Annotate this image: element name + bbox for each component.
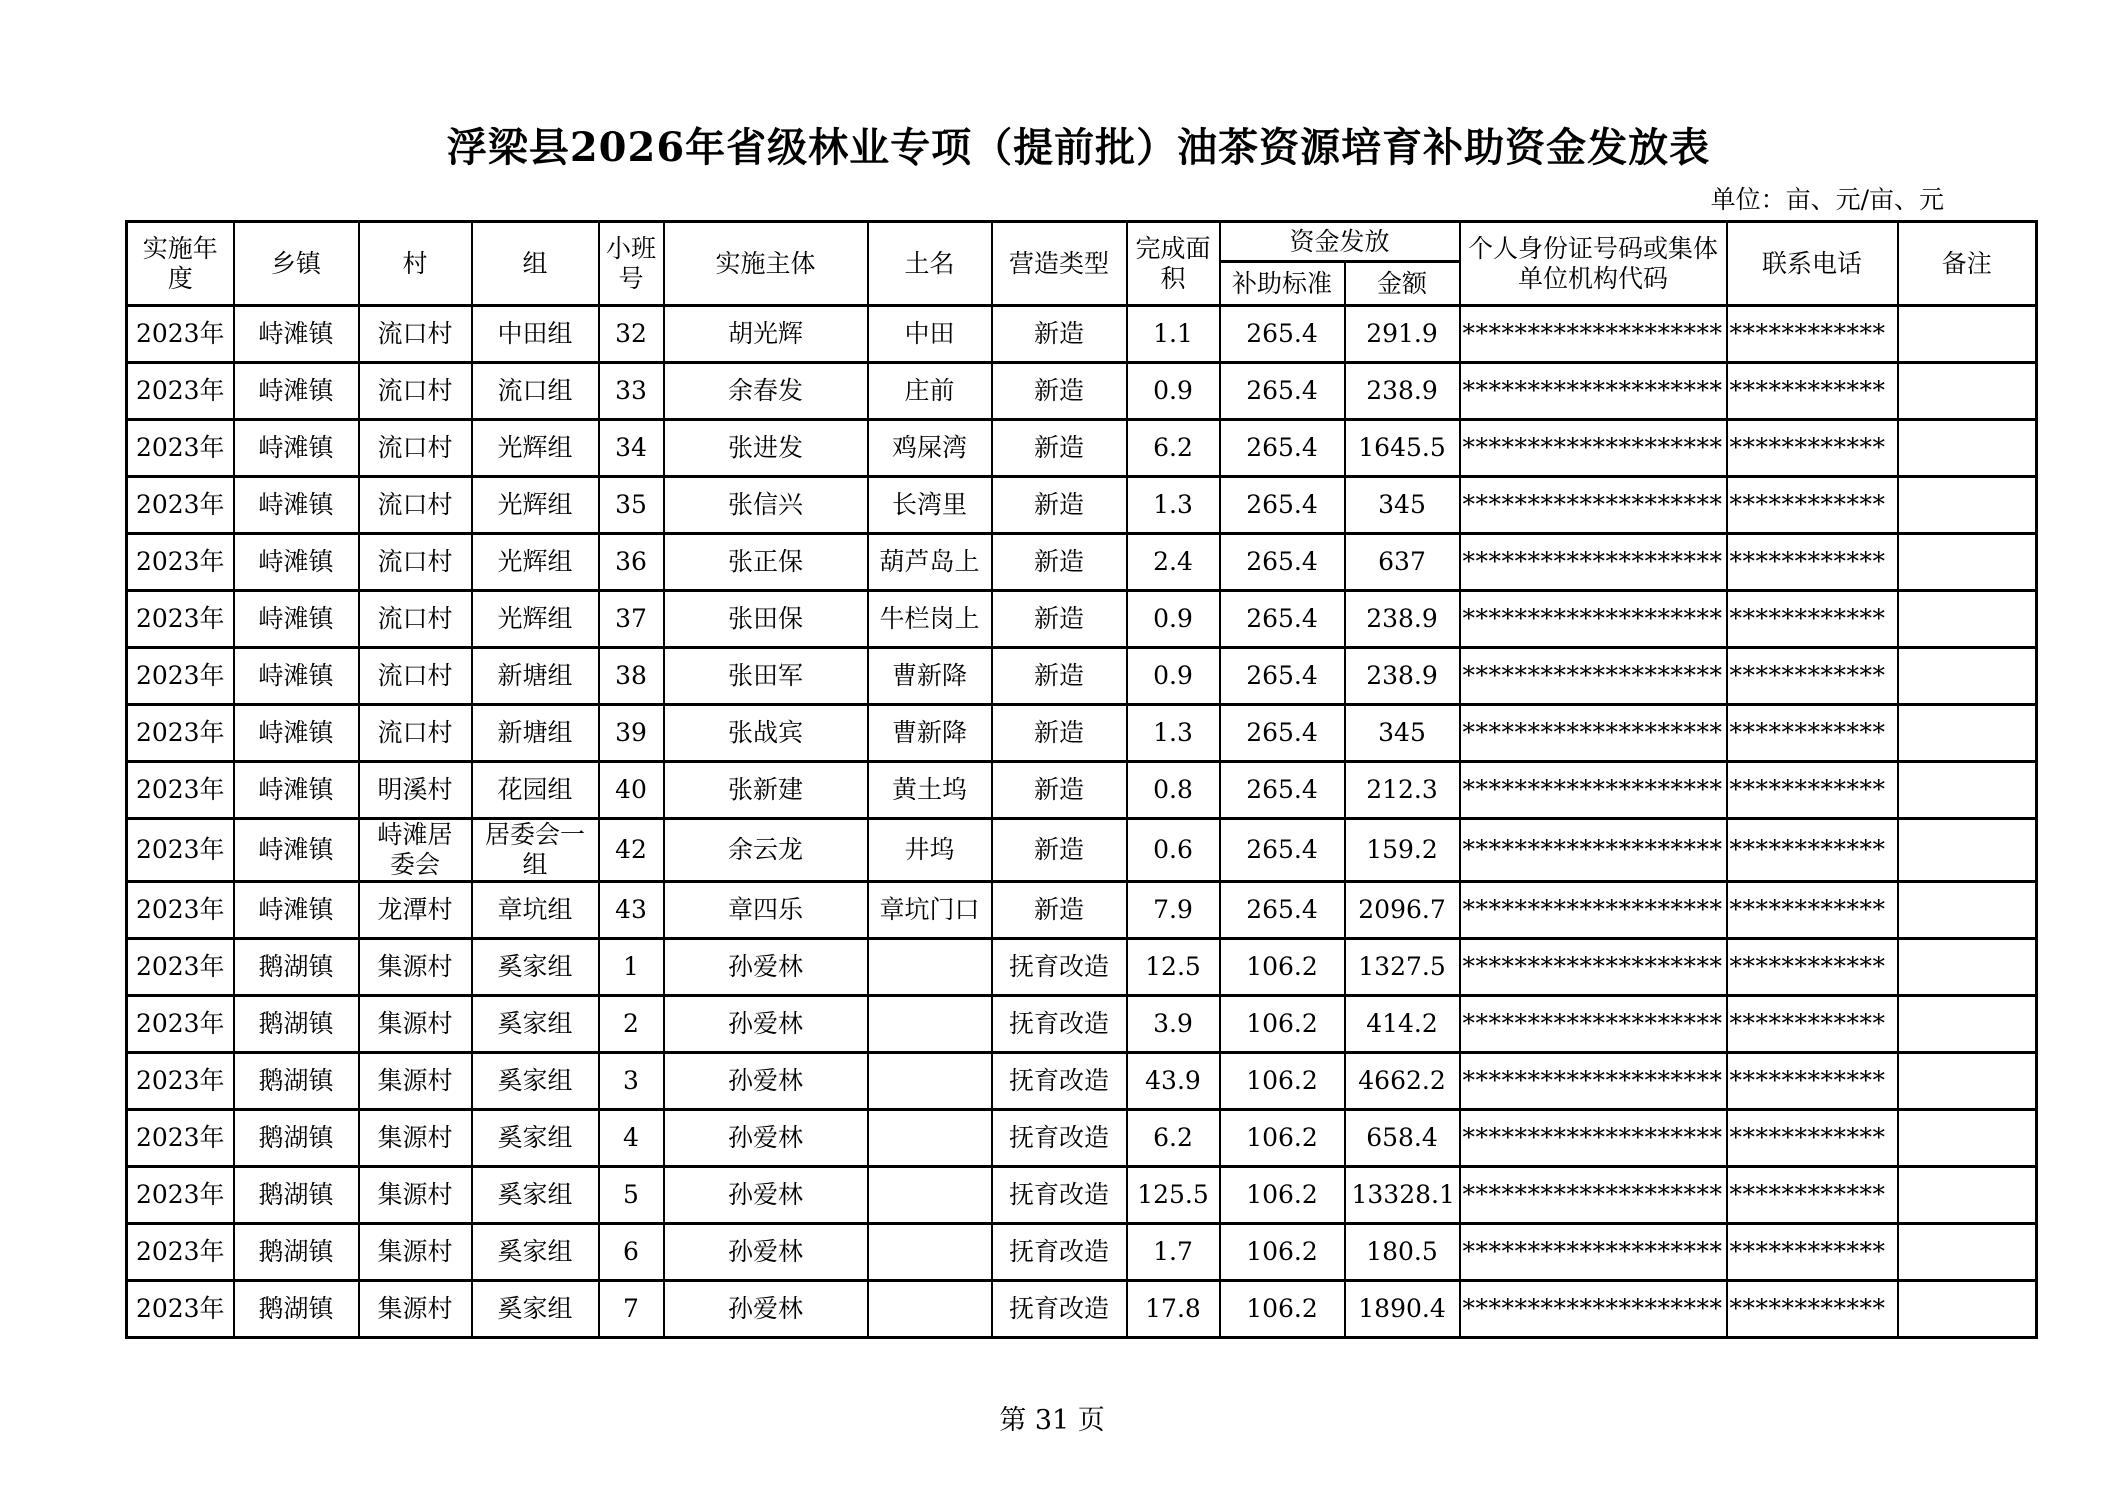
cell-area: 2.4 [1127, 534, 1220, 591]
cell-town: 峙滩镇 [234, 648, 359, 705]
cell-build-type: 抚育改造 [992, 939, 1127, 996]
cell-amount: 345 [1345, 705, 1460, 762]
cell-year: 2023年 [127, 363, 234, 420]
cell-id-code-masked: ******************** [1460, 1281, 1727, 1338]
cell-area: 0.9 [1127, 648, 1220, 705]
cell-land-name [868, 1167, 992, 1224]
cell-id-code-masked: ******************** [1460, 996, 1727, 1053]
header-phone: 联系电话 [1727, 222, 1898, 306]
cell-id-code-masked: ******************** [1460, 1224, 1727, 1281]
cell-town: 峙滩镇 [234, 705, 359, 762]
cell-build-type: 抚育改造 [992, 1110, 1127, 1167]
cell-village: 集源村 [359, 1224, 472, 1281]
cell-standard: 265.4 [1220, 705, 1345, 762]
cell-year: 2023年 [127, 1167, 234, 1224]
cell-phone-masked: ************ [1727, 306, 1898, 363]
cell-year: 2023年 [127, 591, 234, 648]
cell-village: 集源村 [359, 996, 472, 1053]
cell-group: 奚家组 [472, 939, 599, 996]
table-header [127, 222, 2037, 306]
cell-amount: 4662.2 [1345, 1053, 1460, 1110]
page-title: 浮梁县2026年省级林业专项（提前批）油茶资源培育补助资金发放表 [446, 124, 1711, 171]
cell-town: 鹅湖镇 [234, 1167, 359, 1224]
cell-group: 奚家组 [472, 1110, 599, 1167]
subsidy-table [125, 220, 2038, 1339]
cell-class-no: 37 [599, 591, 664, 648]
cell-phone-masked: ************ [1727, 882, 1898, 939]
cell-town: 峙滩镇 [234, 363, 359, 420]
cell-amount: 637 [1345, 534, 1460, 591]
cell-remark [1898, 477, 2037, 534]
cell-village: 集源村 [359, 1167, 472, 1224]
cell-standard: 265.4 [1220, 363, 1345, 420]
cell-amount: 238.9 [1345, 591, 1460, 648]
cell-phone-masked: ************ [1727, 1224, 1898, 1281]
cell-standard: 265.4 [1220, 477, 1345, 534]
cell-class-no: 32 [599, 306, 664, 363]
table-row [127, 420, 2037, 477]
cell-id-code-masked: ******************** [1460, 939, 1727, 996]
cell-year: 2023年 [127, 534, 234, 591]
header-id-code: 个人身份证号码或集体单位机构代码 [1460, 222, 1727, 306]
cell-build-type: 抚育改造 [992, 1167, 1127, 1224]
cell-standard: 265.4 [1220, 534, 1345, 591]
cell-id-code-masked: ******************** [1460, 705, 1727, 762]
cell-id-code-masked: ******************** [1460, 420, 1727, 477]
header-funds-group: 资金发放 [1220, 222, 1460, 262]
cell-town: 峙滩镇 [234, 762, 359, 819]
cell-amount: 238.9 [1345, 648, 1460, 705]
cell-id-code-masked: ******************** [1460, 363, 1727, 420]
header-town: 乡镇 [234, 222, 359, 306]
cell-build-type: 新造 [992, 705, 1127, 762]
cell-amount: 345 [1345, 477, 1460, 534]
document-content [125, 0, 2032, 1339]
cell-year: 2023年 [127, 1224, 234, 1281]
cell-build-type: 抚育改造 [992, 1281, 1127, 1338]
cell-village: 集源村 [359, 939, 472, 996]
cell-class-no: 35 [599, 477, 664, 534]
header-group: 组 [472, 222, 599, 306]
cell-area: 1.3 [1127, 705, 1220, 762]
cell-land-name: 曹新降 [868, 648, 992, 705]
header-class-no: 小班号 [599, 222, 664, 306]
table-row [127, 534, 2037, 591]
cell-village: 流口村 [359, 306, 472, 363]
cell-class-no: 7 [599, 1281, 664, 1338]
header-land-name: 土名 [868, 222, 992, 306]
cell-standard: 106.2 [1220, 1281, 1345, 1338]
cell-village: 明溪村 [359, 762, 472, 819]
cell-phone-masked: ************ [1727, 534, 1898, 591]
cell-area: 125.5 [1127, 1167, 1220, 1224]
cell-standard: 106.2 [1220, 996, 1345, 1053]
cell-land-name: 葫芦岛上 [868, 534, 992, 591]
cell-remark [1898, 648, 2037, 705]
table-row [127, 1224, 2037, 1281]
cell-entity: 张进发 [664, 420, 868, 477]
cell-remark [1898, 996, 2037, 1053]
cell-land-name [868, 1110, 992, 1167]
cell-village: 流口村 [359, 648, 472, 705]
table-row [127, 996, 2037, 1053]
cell-land-name: 章坑门口 [868, 882, 992, 939]
cell-remark [1898, 591, 2037, 648]
cell-entity: 余春发 [664, 363, 868, 420]
cell-town: 峙滩镇 [234, 534, 359, 591]
cell-build-type: 新造 [992, 882, 1127, 939]
table-row [127, 477, 2037, 534]
cell-entity: 孙爱林 [664, 996, 868, 1053]
cell-town: 峙滩镇 [234, 591, 359, 648]
cell-standard: 106.2 [1220, 939, 1345, 996]
cell-year: 2023年 [127, 648, 234, 705]
cell-standard: 106.2 [1220, 1053, 1345, 1110]
cell-land-name [868, 1053, 992, 1110]
cell-village: 集源村 [359, 1053, 472, 1110]
cell-town: 峙滩镇 [234, 420, 359, 477]
cell-town: 鹅湖镇 [234, 1224, 359, 1281]
cell-remark [1898, 1110, 2037, 1167]
cell-standard: 106.2 [1220, 1167, 1345, 1224]
cell-amount: 13328.1 [1345, 1167, 1460, 1224]
cell-entity: 孙爱林 [664, 1110, 868, 1167]
cell-build-type: 新造 [992, 477, 1127, 534]
cell-entity: 章四乐 [664, 882, 868, 939]
cell-land-name: 曹新降 [868, 705, 992, 762]
cell-land-name: 中田 [868, 306, 992, 363]
cell-year: 2023年 [127, 882, 234, 939]
cell-year: 2023年 [127, 1053, 234, 1110]
cell-village: 流口村 [359, 534, 472, 591]
cell-remark [1898, 939, 2037, 996]
cell-id-code-masked: ******************** [1460, 648, 1727, 705]
cell-remark [1898, 1053, 2037, 1110]
cell-remark [1898, 1167, 2037, 1224]
cell-entity: 孙爱林 [664, 1281, 868, 1338]
cell-amount: 180.5 [1345, 1224, 1460, 1281]
cell-id-code-masked: ******************** [1460, 477, 1727, 534]
cell-class-no: 6 [599, 1224, 664, 1281]
cell-entity: 张新建 [664, 762, 868, 819]
header-year: 实施年度 [127, 222, 234, 306]
cell-remark [1898, 762, 2037, 819]
cell-amount: 658.4 [1345, 1110, 1460, 1167]
cell-standard: 265.4 [1220, 819, 1345, 882]
cell-id-code-masked: ******************** [1460, 1167, 1727, 1224]
cell-land-name [868, 996, 992, 1053]
cell-village: 龙潭村 [359, 882, 472, 939]
cell-class-no: 1 [599, 939, 664, 996]
cell-phone-masked: ************ [1727, 819, 1898, 882]
cell-class-no: 38 [599, 648, 664, 705]
cell-entity: 孙爱林 [664, 1053, 868, 1110]
cell-entity: 孙爱林 [664, 1224, 868, 1281]
header-build-type: 营造类型 [992, 222, 1127, 306]
cell-id-code-masked: ******************** [1460, 882, 1727, 939]
cell-land-name: 井坞 [868, 819, 992, 882]
cell-entity: 孙爱林 [664, 939, 868, 996]
cell-phone-masked: ************ [1727, 648, 1898, 705]
cell-build-type: 新造 [992, 363, 1127, 420]
cell-remark [1898, 306, 2037, 363]
cell-class-no: 4 [599, 1110, 664, 1167]
cell-class-no: 2 [599, 996, 664, 1053]
cell-year: 2023年 [127, 420, 234, 477]
header-area: 完成面积 [1127, 222, 1220, 306]
cell-area: 0.9 [1127, 591, 1220, 648]
cell-area: 0.8 [1127, 762, 1220, 819]
cell-village: 流口村 [359, 420, 472, 477]
cell-class-no: 40 [599, 762, 664, 819]
cell-amount: 414.2 [1345, 996, 1460, 1053]
cell-amount: 1890.4 [1345, 1281, 1460, 1338]
cell-year: 2023年 [127, 762, 234, 819]
cell-group: 奚家组 [472, 1281, 599, 1338]
cell-land-name: 鸡屎湾 [868, 420, 992, 477]
cell-area: 7.9 [1127, 882, 1220, 939]
cell-area: 12.5 [1127, 939, 1220, 996]
cell-phone-masked: ************ [1727, 1281, 1898, 1338]
cell-area: 0.9 [1127, 363, 1220, 420]
cell-build-type: 新造 [992, 819, 1127, 882]
cell-class-no: 33 [599, 363, 664, 420]
cell-year: 2023年 [127, 819, 234, 882]
header-standard: 补助标准 [1220, 262, 1345, 306]
cell-group: 光辉组 [472, 420, 599, 477]
cell-id-code-masked: ******************** [1460, 534, 1727, 591]
cell-phone-masked: ************ [1727, 996, 1898, 1053]
cell-village: 流口村 [359, 591, 472, 648]
cell-build-type: 抚育改造 [992, 996, 1127, 1053]
table-row [127, 1110, 2037, 1167]
cell-entity: 胡光辉 [664, 306, 868, 363]
table-row [127, 882, 2037, 939]
cell-remark [1898, 534, 2037, 591]
header-amount: 金额 [1345, 262, 1460, 306]
cell-id-code-masked: ******************** [1460, 819, 1727, 882]
table-row [127, 705, 2037, 762]
cell-class-no: 43 [599, 882, 664, 939]
cell-phone-masked: ************ [1727, 1167, 1898, 1224]
cell-village: 集源村 [359, 1110, 472, 1167]
cell-amount: 1327.5 [1345, 939, 1460, 996]
cell-build-type: 新造 [992, 534, 1127, 591]
cell-group: 章坑组 [472, 882, 599, 939]
cell-phone-masked: ************ [1727, 1053, 1898, 1110]
cell-village: 流口村 [359, 705, 472, 762]
cell-year: 2023年 [127, 477, 234, 534]
cell-town: 鹅湖镇 [234, 1053, 359, 1110]
cell-id-code-masked: ******************** [1460, 306, 1727, 363]
cell-entity: 余云龙 [664, 819, 868, 882]
cell-town: 鹅湖镇 [234, 1110, 359, 1167]
cell-year: 2023年 [127, 996, 234, 1053]
cell-entity: 孙爱林 [664, 1167, 868, 1224]
cell-build-type: 新造 [992, 420, 1127, 477]
cell-area: 6.2 [1127, 420, 1220, 477]
cell-village: 流口村 [359, 363, 472, 420]
cell-phone-masked: ************ [1727, 1110, 1898, 1167]
header-entity: 实施主体 [664, 222, 868, 306]
table-row [127, 819, 2037, 882]
cell-standard: 106.2 [1220, 1110, 1345, 1167]
cell-year: 2023年 [127, 939, 234, 996]
cell-land-name: 牛栏岗上 [868, 591, 992, 648]
cell-remark [1898, 882, 2037, 939]
cell-standard: 265.4 [1220, 591, 1345, 648]
cell-group: 光辉组 [472, 591, 599, 648]
table-row [127, 762, 2037, 819]
cell-class-no: 39 [599, 705, 664, 762]
cell-town: 鹅湖镇 [234, 939, 359, 996]
cell-standard: 265.4 [1220, 882, 1345, 939]
cell-remark [1898, 420, 2037, 477]
cell-town: 峙滩镇 [234, 882, 359, 939]
table-row [127, 591, 2037, 648]
cell-entity: 张田保 [664, 591, 868, 648]
cell-area: 1.1 [1127, 306, 1220, 363]
cell-build-type: 抚育改造 [992, 1224, 1127, 1281]
cell-land-name [868, 939, 992, 996]
table-row [127, 363, 2037, 420]
cell-build-type: 抚育改造 [992, 1053, 1127, 1110]
cell-year: 2023年 [127, 1281, 234, 1338]
table-row [127, 1281, 2037, 1338]
cell-id-code-masked: ******************** [1460, 762, 1727, 819]
cell-area: 3.9 [1127, 996, 1220, 1053]
cell-land-name [868, 1281, 992, 1338]
cell-standard: 265.4 [1220, 648, 1345, 705]
cell-village: 集源村 [359, 1281, 472, 1338]
cell-group: 奚家组 [472, 996, 599, 1053]
cell-id-code-masked: ******************** [1460, 1110, 1727, 1167]
cell-remark [1898, 705, 2037, 762]
table-row [127, 648, 2037, 705]
cell-area: 1.7 [1127, 1224, 1220, 1281]
cell-area: 0.6 [1127, 819, 1220, 882]
cell-amount: 212.3 [1345, 762, 1460, 819]
cell-village: 峙滩居委会 [359, 819, 472, 882]
cell-year: 2023年 [127, 1110, 234, 1167]
cell-town: 鹅湖镇 [234, 1281, 359, 1338]
header-remark: 备注 [1898, 222, 2037, 306]
cell-group: 奚家组 [472, 1053, 599, 1110]
cell-group: 中田组 [472, 306, 599, 363]
table-row [127, 939, 2037, 996]
cell-group: 光辉组 [472, 534, 599, 591]
cell-standard: 265.4 [1220, 306, 1345, 363]
cell-phone-masked: ************ [1727, 762, 1898, 819]
cell-phone-masked: ************ [1727, 705, 1898, 762]
cell-land-name: 长湾里 [868, 477, 992, 534]
cell-amount: 1645.5 [1345, 420, 1460, 477]
cell-land-name: 黄土坞 [868, 762, 992, 819]
unit-note: 单位：亩、元/亩、元 [1710, 185, 1944, 214]
cell-amount: 238.9 [1345, 363, 1460, 420]
table-body [127, 306, 2037, 1338]
header-village: 村 [359, 222, 472, 306]
cell-area: 6.2 [1127, 1110, 1220, 1167]
cell-group: 奚家组 [472, 1224, 599, 1281]
cell-remark [1898, 1224, 2037, 1281]
cell-land-name [868, 1224, 992, 1281]
cell-town: 鹅湖镇 [234, 996, 359, 1053]
cell-area: 43.9 [1127, 1053, 1220, 1110]
cell-remark [1898, 819, 2037, 882]
cell-town: 峙滩镇 [234, 819, 359, 882]
cell-id-code-masked: ******************** [1460, 591, 1727, 648]
cell-entity: 张战宾 [664, 705, 868, 762]
cell-year: 2023年 [127, 705, 234, 762]
cell-build-type: 新造 [992, 762, 1127, 819]
cell-area: 17.8 [1127, 1281, 1220, 1338]
cell-group: 新塘组 [472, 705, 599, 762]
cell-group: 花园组 [472, 762, 599, 819]
cell-group: 居委会一组 [472, 819, 599, 882]
cell-entity: 张信兴 [664, 477, 868, 534]
cell-class-no: 34 [599, 420, 664, 477]
cell-remark [1898, 363, 2037, 420]
cell-village: 流口村 [359, 477, 472, 534]
cell-phone-masked: ************ [1727, 420, 1898, 477]
cell-standard: 265.4 [1220, 420, 1345, 477]
table-row [127, 1053, 2037, 1110]
table-row [127, 1167, 2037, 1224]
cell-class-no: 42 [599, 819, 664, 882]
cell-standard: 106.2 [1220, 1224, 1345, 1281]
cell-id-code-masked: ******************** [1460, 1053, 1727, 1110]
cell-amount: 2096.7 [1345, 882, 1460, 939]
cell-build-type: 新造 [992, 648, 1127, 705]
cell-amount: 291.9 [1345, 306, 1460, 363]
cell-build-type: 新造 [992, 306, 1127, 363]
cell-class-no: 5 [599, 1167, 664, 1224]
cell-phone-masked: ************ [1727, 363, 1898, 420]
page-number: 第 31 页 [999, 1405, 1105, 1436]
table-row [127, 306, 2037, 363]
cell-class-no: 36 [599, 534, 664, 591]
cell-phone-masked: ************ [1727, 477, 1898, 534]
cell-remark [1898, 1281, 2037, 1338]
cell-land-name: 庄前 [868, 363, 992, 420]
cell-town: 峙滩镇 [234, 477, 359, 534]
cell-group: 奚家组 [472, 1167, 599, 1224]
cell-town: 峙滩镇 [234, 306, 359, 363]
cell-area: 1.3 [1127, 477, 1220, 534]
cell-standard: 265.4 [1220, 762, 1345, 819]
cell-entity: 张田军 [664, 648, 868, 705]
cell-entity: 张正保 [664, 534, 868, 591]
cell-group: 光辉组 [472, 477, 599, 534]
cell-phone-masked: ************ [1727, 591, 1898, 648]
cell-group: 流口组 [472, 363, 599, 420]
cell-group: 新塘组 [472, 648, 599, 705]
cell-year: 2023年 [127, 306, 234, 363]
cell-amount: 159.2 [1345, 819, 1460, 882]
cell-build-type: 新造 [992, 591, 1127, 648]
cell-class-no: 3 [599, 1053, 664, 1110]
cell-phone-masked: ************ [1727, 939, 1898, 996]
